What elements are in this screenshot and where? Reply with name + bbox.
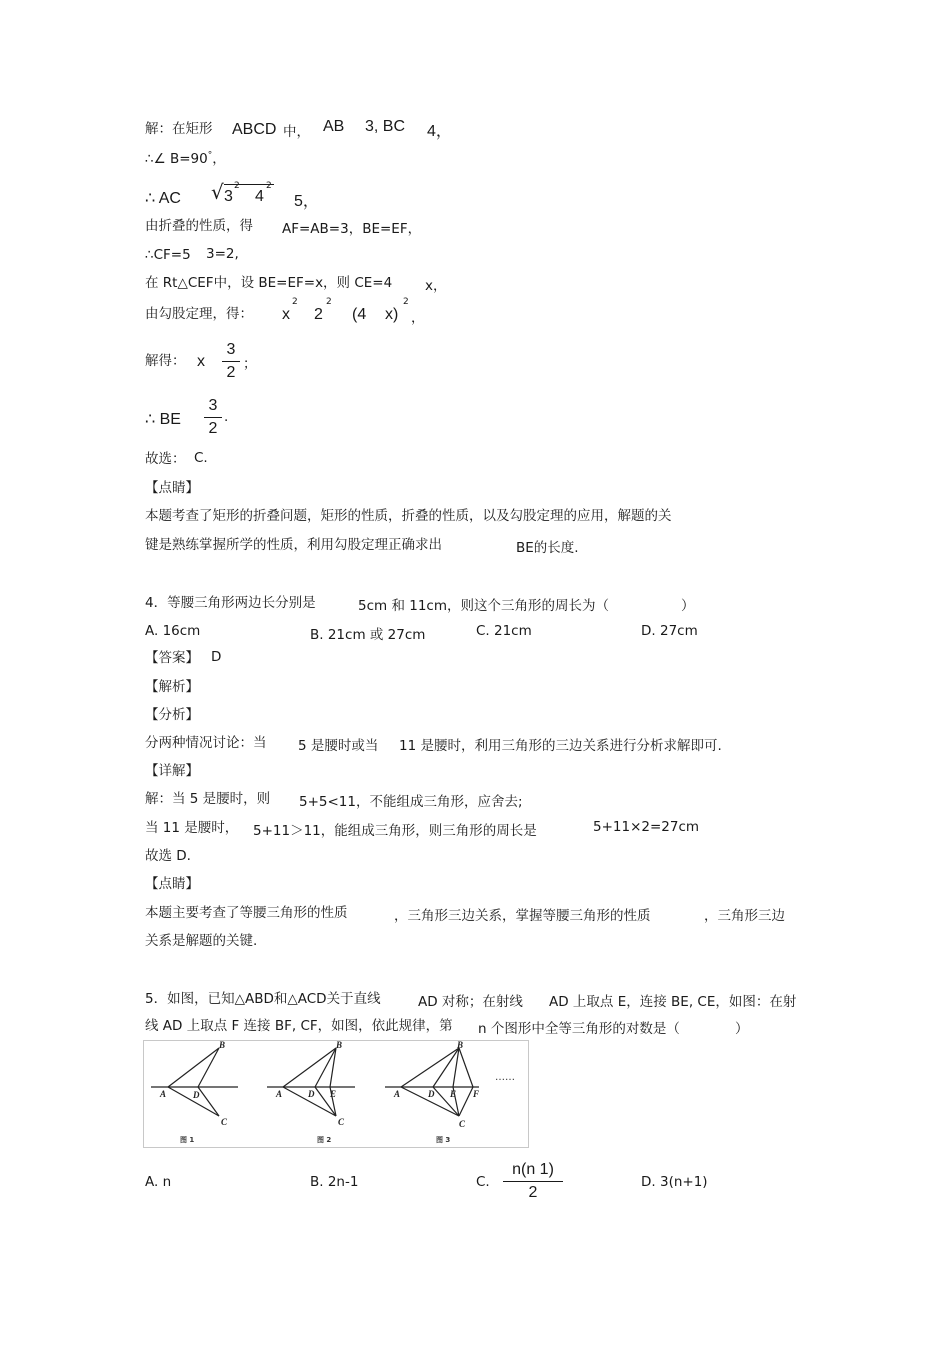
- section-tag: [145, 706, 199, 724]
- text: ，: [212, 151, 226, 167]
- text: 故选 D.: [145, 848, 191, 864]
- label-b: B: [336, 1040, 343, 1050]
- text: 5cm 和 11cm，则这个三角形的周长为（: [358, 598, 609, 614]
- text: 5+11×2=27cm: [593, 819, 700, 835]
- fraction-bar: [222, 361, 240, 362]
- text: 解得：: [145, 353, 186, 369]
- option-d: D. 27cm: [641, 623, 698, 639]
- caption-figure-1: 图 1: [180, 1136, 195, 1144]
- text: 本题考查了矩形的折叠问题，矩形的性质，折叠的性质，以及勾股定理的应用，解题的关: [145, 508, 672, 524]
- question-4-stem: [145, 594, 316, 612]
- sqrt-term-4: 4: [255, 188, 264, 205]
- text: 解：当 5 是腰时，则: [145, 791, 271, 807]
- geometry-figure: [143, 1040, 529, 1148]
- segment-be: [453, 1048, 459, 1087]
- solution-line-6: [145, 274, 392, 292]
- label-a: A: [276, 1089, 283, 1099]
- numerator: n(n 1): [512, 1161, 554, 1178]
- text: AF=AB=3，BE=EF，: [282, 221, 422, 237]
- segment-bf: [459, 1048, 473, 1087]
- label-c: C: [459, 1119, 466, 1129]
- text: 解：在矩形: [145, 121, 213, 137]
- continuation-dots: ……: [495, 1072, 515, 1083]
- label-c: C: [338, 1117, 345, 1127]
- term-4: (4: [352, 306, 367, 323]
- denominator: 2: [208, 420, 218, 437]
- text: n 个图形中全等三角形的对数是（: [478, 1021, 680, 1037]
- segment-bd: [433, 1048, 459, 1087]
- label-e: E: [330, 1089, 337, 1099]
- text: 线 AD 上取点 F 连接 BF, CF，如图，依此规律，第: [145, 1018, 453, 1034]
- text: 关系是解题的关键.: [145, 933, 258, 949]
- text: 4．等腰三角形两边长分别是: [145, 595, 316, 611]
- sqrt-term-3: 3: [224, 188, 233, 205]
- segment-ab: [401, 1048, 459, 1087]
- ac-result: 5，: [294, 193, 319, 210]
- text: C.: [194, 450, 208, 466]
- solution-line-7: [145, 305, 253, 323]
- text: 5+11＞11，能组成三角形，则三角形的周长是: [253, 823, 537, 839]
- text: 中，: [283, 124, 310, 140]
- solution-line-10: [145, 450, 186, 468]
- label-d: D: [428, 1089, 435, 1099]
- label-b: B: [457, 1040, 464, 1050]
- text: 当 11 是腰时，: [145, 820, 239, 836]
- label-b: B: [219, 1040, 226, 1050]
- fraction-3-2: [204, 396, 222, 439]
- segment-ab: [168, 1048, 219, 1087]
- solution-line-4: [145, 217, 253, 235]
- text: ，: [411, 310, 425, 326]
- text: 由勾股定理，得：: [145, 306, 253, 322]
- ab-label: AB: [323, 118, 345, 135]
- option-d: D. 3(n+1): [641, 1174, 708, 1190]
- label-e: E: [450, 1089, 457, 1099]
- text: 【点睛】: [145, 876, 199, 892]
- caption-figure-2: 图 2: [317, 1136, 332, 1144]
- bc-value: 4，: [427, 123, 452, 140]
- fraction-3-2: [222, 340, 240, 383]
- option-b: B. 21cm 或 27cm: [310, 627, 426, 643]
- text: 5+5<11，不能组成三角形，应舍去;: [299, 794, 523, 810]
- solution-line-8: [145, 352, 186, 370]
- term-2: 2: [314, 306, 323, 323]
- option-a: A. 16cm: [145, 623, 201, 639]
- var-x: x: [282, 306, 290, 323]
- segment-cf: [459, 1087, 473, 1116]
- ac-label: ∴ AC: [145, 190, 181, 207]
- label-d: D: [308, 1089, 315, 1099]
- solution-line-1: [145, 120, 213, 138]
- text: AD 上取点 E，连接 BE, CE，如图：在射: [549, 994, 797, 1010]
- solution-line-5: [145, 246, 191, 264]
- comment-line: [145, 932, 257, 950]
- detail-line: [145, 790, 270, 808]
- label-a: A: [394, 1089, 401, 1099]
- text: 【解析】: [145, 679, 199, 695]
- detail-line: [145, 819, 238, 837]
- text: AD 对称；在射线: [418, 994, 523, 1010]
- label-c: C: [221, 1117, 228, 1127]
- segment-cd: [198, 1087, 219, 1116]
- text: ）: [681, 598, 695, 614]
- section-tag: [145, 678, 199, 696]
- option-a: A. n: [145, 1174, 172, 1190]
- numerator: 3: [208, 397, 218, 414]
- segment-ab: [283, 1048, 336, 1087]
- text: 【分析】: [145, 707, 199, 723]
- text: ；: [243, 356, 257, 372]
- analysis-line: [145, 734, 267, 752]
- fraction-bar: [204, 417, 222, 418]
- fraction-bar: [503, 1181, 563, 1182]
- solution-line-2: [145, 150, 226, 168]
- comment-line: [145, 904, 348, 922]
- term-x: x): [385, 306, 399, 323]
- degree-mark: °: [207, 150, 213, 161]
- text: 分两种情况讨论：当: [145, 735, 267, 751]
- text: x，: [425, 278, 447, 294]
- be-label: ∴ BE: [145, 411, 181, 428]
- option-c: C. 21cm: [476, 623, 532, 639]
- text: 由折叠的性质，得: [145, 218, 253, 234]
- section-tag: [145, 479, 199, 497]
- question-5-stem: [145, 1017, 453, 1035]
- caption-figure-3: 图 3: [436, 1136, 451, 1144]
- sqrt-icon: √: [211, 180, 224, 204]
- label-a: A: [160, 1089, 167, 1099]
- text: 【答案】: [145, 650, 199, 666]
- text: ∴CF=5: [145, 247, 191, 263]
- var-x: x: [197, 353, 205, 370]
- text: ∴∠ B=90: [145, 151, 208, 167]
- ab-bc-value: 3, BC: [365, 118, 406, 135]
- text: 【详解】: [145, 763, 199, 779]
- question-5-stem: [145, 990, 381, 1008]
- text: ，三角形三边关系，掌握等腰三角形的性质: [394, 908, 651, 924]
- numerator: 3: [226, 341, 236, 358]
- text: 5．如图，已知△ABD和△ACD关于直线: [145, 991, 381, 1007]
- denominator: 2: [528, 1184, 538, 1201]
- text: 在 Rt△CEF中，设 BE=EF=x，则 CE=4: [145, 275, 393, 291]
- answer-tag: [145, 649, 199, 667]
- figure-2: [267, 1048, 355, 1116]
- text: 5 是腰时或当: [298, 738, 379, 754]
- text: BE的长度.: [516, 540, 579, 556]
- text: 键是熟练掌握所学的性质，利用勾股定理正确求出: [145, 537, 442, 553]
- answer-value: D: [211, 649, 222, 665]
- text: ）: [735, 1021, 749, 1037]
- text: 故选：: [145, 451, 186, 467]
- option-b: B. 2n-1: [310, 1174, 359, 1190]
- segment-bd: [198, 1048, 219, 1087]
- text: 【点睛】: [145, 480, 199, 496]
- comment-line: [145, 536, 442, 554]
- choose-line: [145, 847, 191, 865]
- text: 11 是腰时，利用三角形的三边关系进行分析求解即可.: [399, 738, 722, 754]
- denominator: 2: [226, 364, 236, 381]
- figure-1: [151, 1048, 238, 1116]
- section-tag: [145, 875, 199, 893]
- section-tag: [145, 762, 199, 780]
- option-c-label: C.: [476, 1174, 490, 1190]
- option-c-fraction: [503, 1160, 563, 1203]
- label-d: D: [193, 1090, 200, 1100]
- figure-3: [385, 1048, 479, 1116]
- label-f: F: [473, 1089, 480, 1099]
- rect-name: ABCD: [232, 121, 277, 138]
- comment-line: [145, 507, 672, 525]
- text: 本题主要考查了等腰三角形的性质: [145, 905, 348, 921]
- text: ，三角形三边: [704, 908, 785, 924]
- text: .: [224, 409, 229, 425]
- text: 3=2,: [206, 246, 239, 262]
